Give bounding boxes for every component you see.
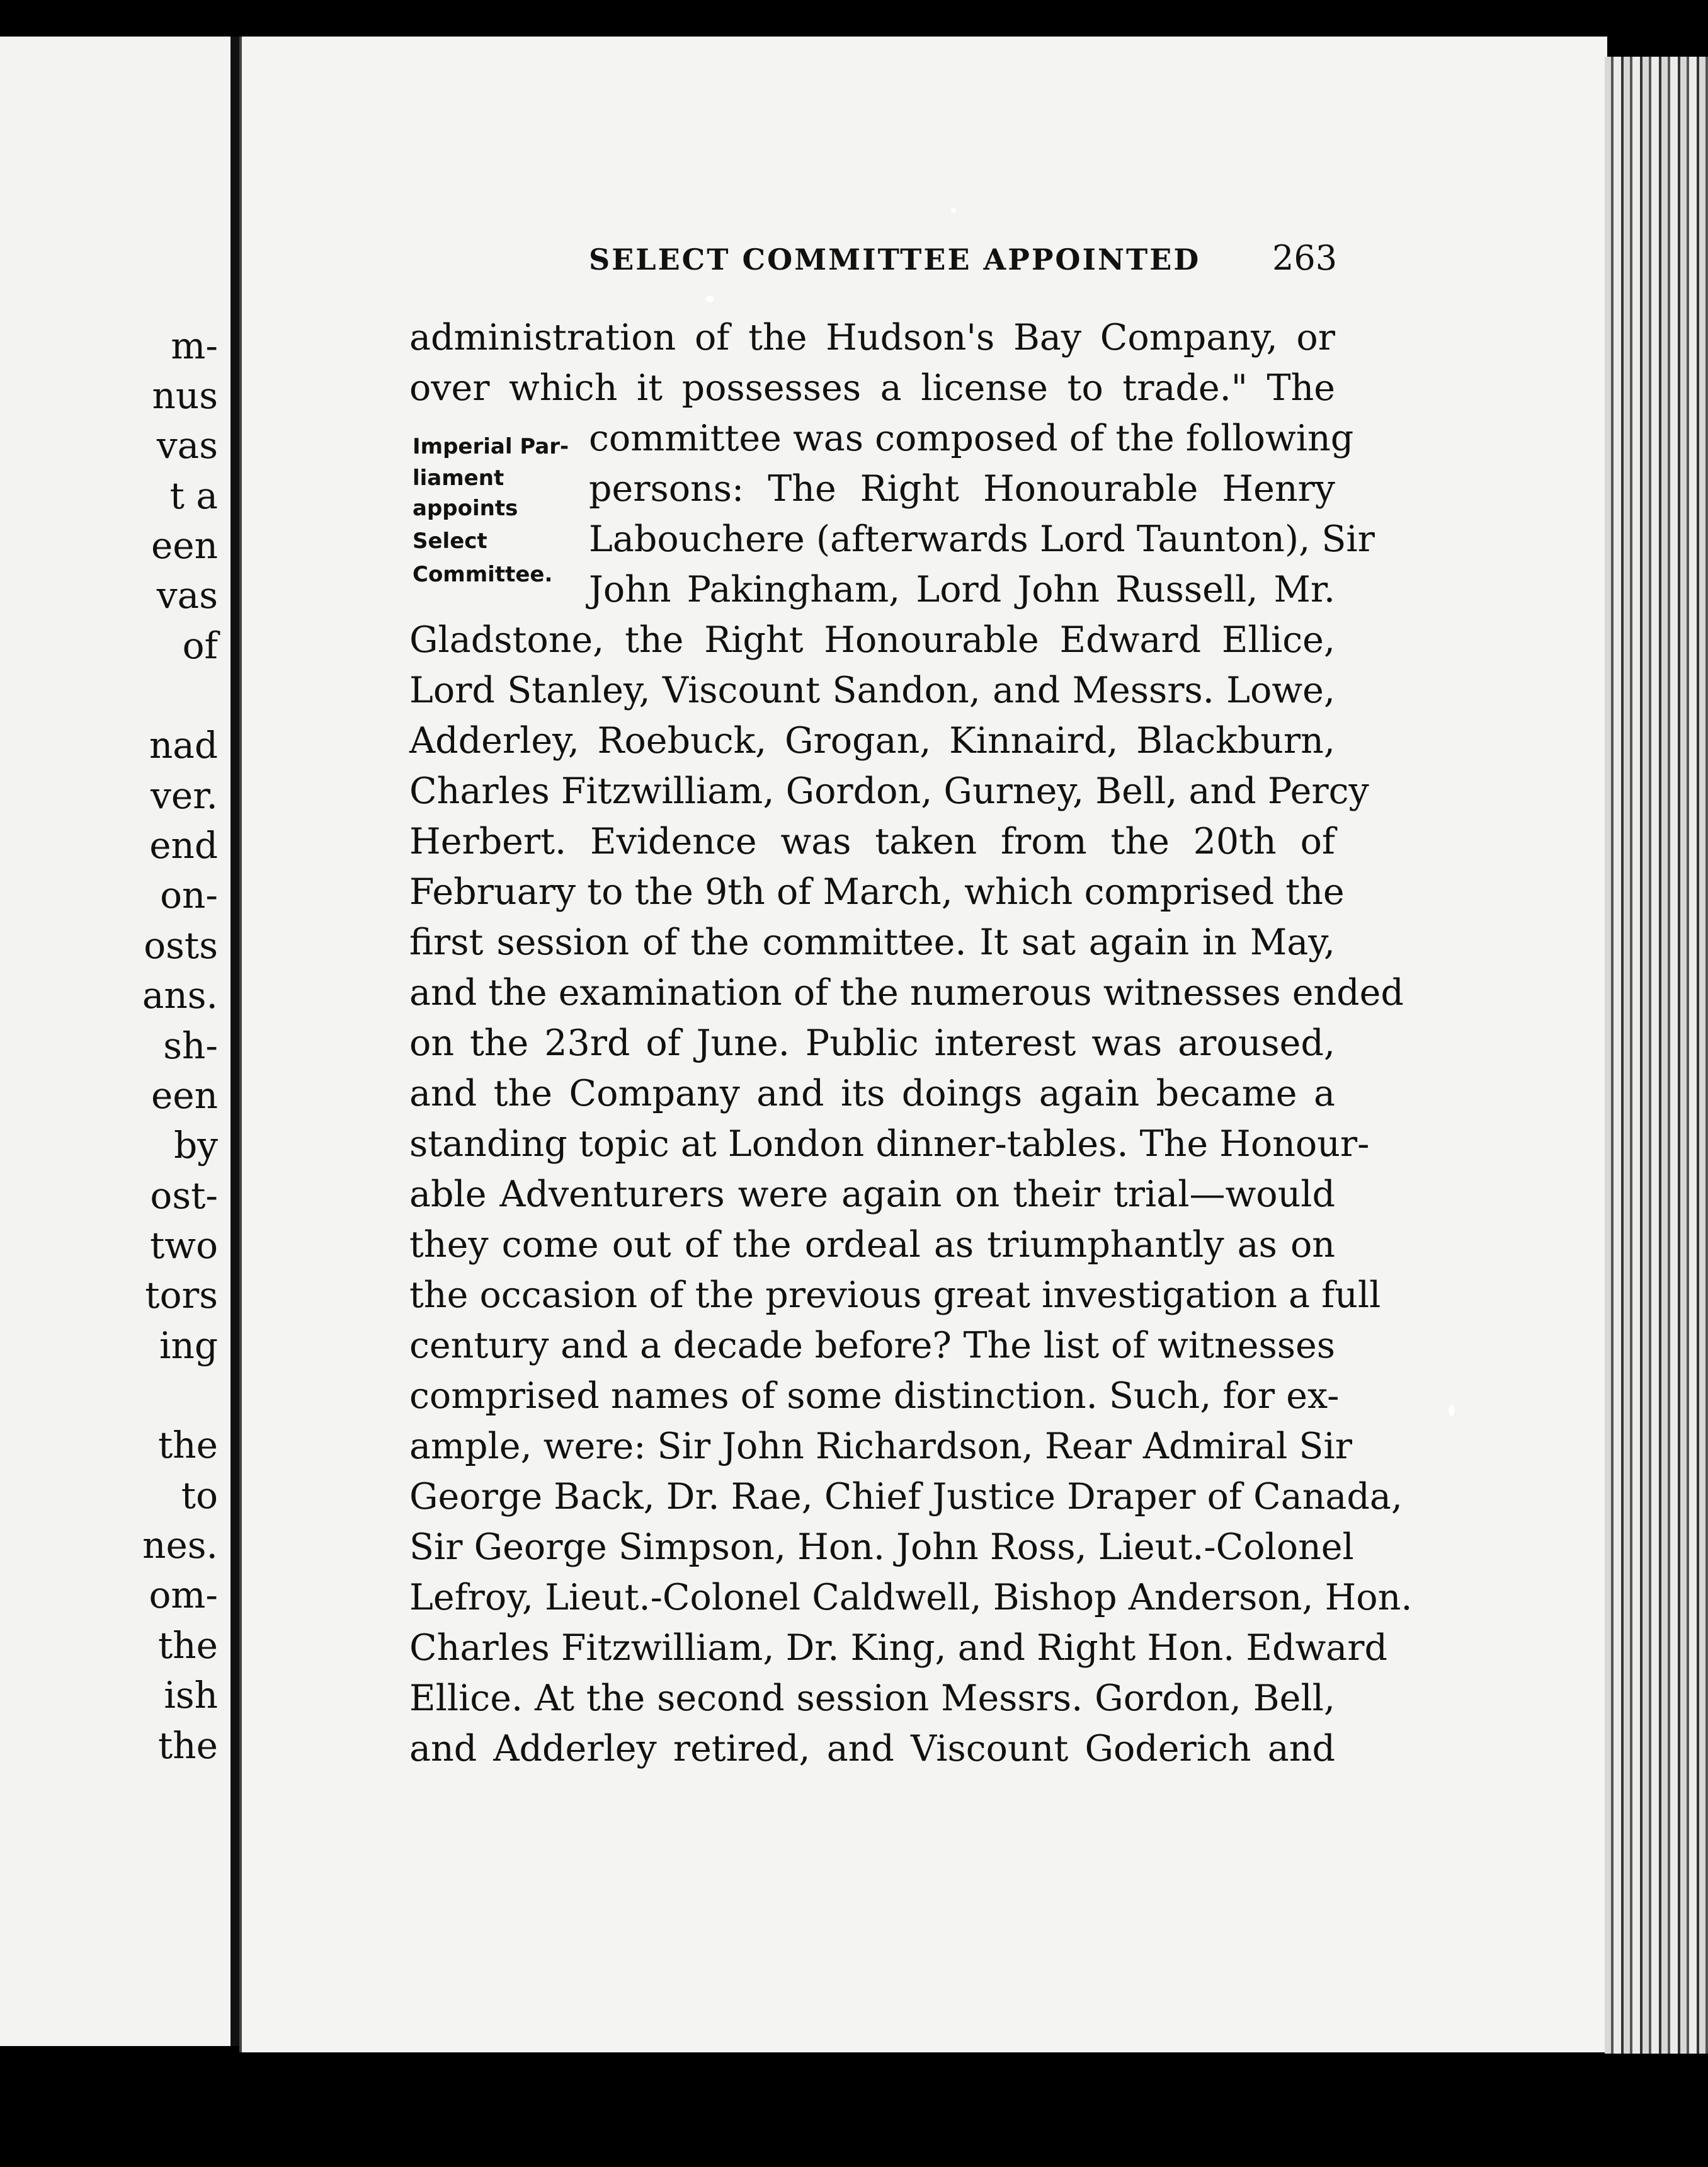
body-line: Lefroy, Lieut.-Colonel Caldwell, Bishop Anderson, Hon. — [409, 1577, 1413, 1618]
scan-speck — [705, 296, 714, 302]
left-page-fragment: t a — [169, 474, 218, 517]
body-line: Lord Stanley, Viscount Sandon, and Messrs. Lowe, — [409, 670, 1335, 711]
body-line: and Adderley retired, and Viscount Goderich and — [409, 1728, 1335, 1770]
left-page-fragment: to — [181, 1474, 218, 1517]
left-page-fragment: the — [158, 1724, 218, 1767]
running-head: SELECT COMMITTEE APPOINTED — [589, 243, 1201, 277]
left-page-fragment: ans. — [142, 974, 218, 1017]
body-line: century and a decade before? The list of witnesses — [409, 1325, 1335, 1366]
margin-note-line: Imperial Par- — [413, 434, 569, 459]
left-page-fragment: ver. — [151, 774, 218, 817]
left-page-fragment: om- — [149, 1574, 218, 1616]
body-line: able Adventurers were again on their trial—would — [409, 1174, 1335, 1215]
left-page-fragment: two — [150, 1224, 218, 1267]
body-line: they come out of the ordeal as triumphantly as on — [409, 1224, 1335, 1266]
body-line: Charles Fitzwilliam, Dr. King, and Right Hon. Edward — [409, 1627, 1387, 1669]
left-page — [0, 37, 236, 2046]
left-page-fragment: on- — [160, 874, 218, 917]
body-line: Gladstone, the Right Honourable Edward Ellice, — [409, 619, 1335, 661]
page-number: 263 — [1272, 238, 1338, 278]
left-page-fragment: ost- — [150, 1174, 218, 1217]
left-page-fragment: nes. — [142, 1524, 218, 1567]
body-line: on the 23rd of June. Public interest was aroused, — [409, 1022, 1335, 1064]
body-line: administration of the Hudson's Bay Company, or — [409, 317, 1335, 358]
margin-note-line: liament — [413, 466, 504, 491]
body-line: the occasion of the previous great investigation a full — [409, 1274, 1381, 1316]
body-line: John Pakingham, Lord John Russell, Mr. — [589, 569, 1335, 610]
margin-note-line: appoints — [413, 496, 518, 521]
page-edges — [1605, 57, 1708, 2054]
left-page-fragment: een — [151, 524, 218, 567]
left-page-fragment: vas — [156, 574, 218, 617]
body-line: George Back, Dr. Rae, Chief Justice Draper of Canada, — [409, 1476, 1403, 1518]
body-line: Sir George Simpson, Hon. John Ross, Lieut.-Colonel — [409, 1526, 1354, 1568]
margin-note-line: Select — [413, 529, 487, 554]
left-page-fragment: vas — [156, 424, 218, 467]
body-line: over which it possesses a license to trade." The — [409, 367, 1335, 409]
body-line: Charles Fitzwilliam, Gordon, Gurney, Bell, and Percy — [409, 770, 1369, 812]
body-line: first session of the committee. It sat again in May, — [409, 922, 1335, 963]
left-page-fragment: the — [158, 1424, 218, 1467]
left-page-fragment: nus — [152, 374, 218, 417]
body-line: comprised names of some distinction. Such, for ex- — [409, 1375, 1340, 1417]
left-page-fragment: een — [151, 1074, 218, 1117]
body-line: Labouchere (afterwards Lord Taunton), Sir — [589, 518, 1375, 560]
body-line: February to the 9th of March, which comprised the — [409, 871, 1345, 913]
left-page-fragment: tors — [145, 1274, 218, 1317]
body-line: Herbert. Evidence was taken from the 20th of — [409, 821, 1335, 862]
left-page-fragment: of — [182, 624, 218, 667]
scan-speck — [1449, 1405, 1455, 1416]
left-page-fragment: ing — [159, 1324, 218, 1367]
body-line: persons: The Right Honourable Henry — [589, 468, 1335, 510]
body-line: Adderley, Roebuck, Grogan, Kinnaird, Blackburn, — [409, 720, 1335, 762]
left-page-fragment: osts — [144, 924, 218, 967]
margin-note-line: Committee. — [413, 562, 553, 587]
body-line: and the Company and its doings again became a — [409, 1073, 1335, 1114]
body-line: and the examination of the numerous witnesses ended — [409, 972, 1404, 1014]
body-line: Ellice. At the second session Messrs. Gordon, Bell, — [409, 1678, 1335, 1719]
body-line: standing topic at London dinner-tables. The Honour- — [409, 1123, 1370, 1165]
left-page-fragment: m- — [171, 324, 218, 367]
left-page-fragment: by — [174, 1124, 218, 1167]
body-line: committee was composed of the following — [589, 418, 1354, 459]
left-page-fragment: the — [158, 1624, 218, 1667]
body-line: ample, were: Sir John Richardson, Rear Admiral Sir — [409, 1426, 1352, 1467]
left-page-fragment: end — [149, 824, 218, 867]
scan-speck — [951, 208, 956, 213]
left-page-fragment: nad — [149, 724, 218, 767]
left-page-fragment: sh- — [163, 1024, 218, 1067]
book-gutter — [231, 37, 239, 2046]
left-page-fragment: ish — [164, 1674, 218, 1717]
